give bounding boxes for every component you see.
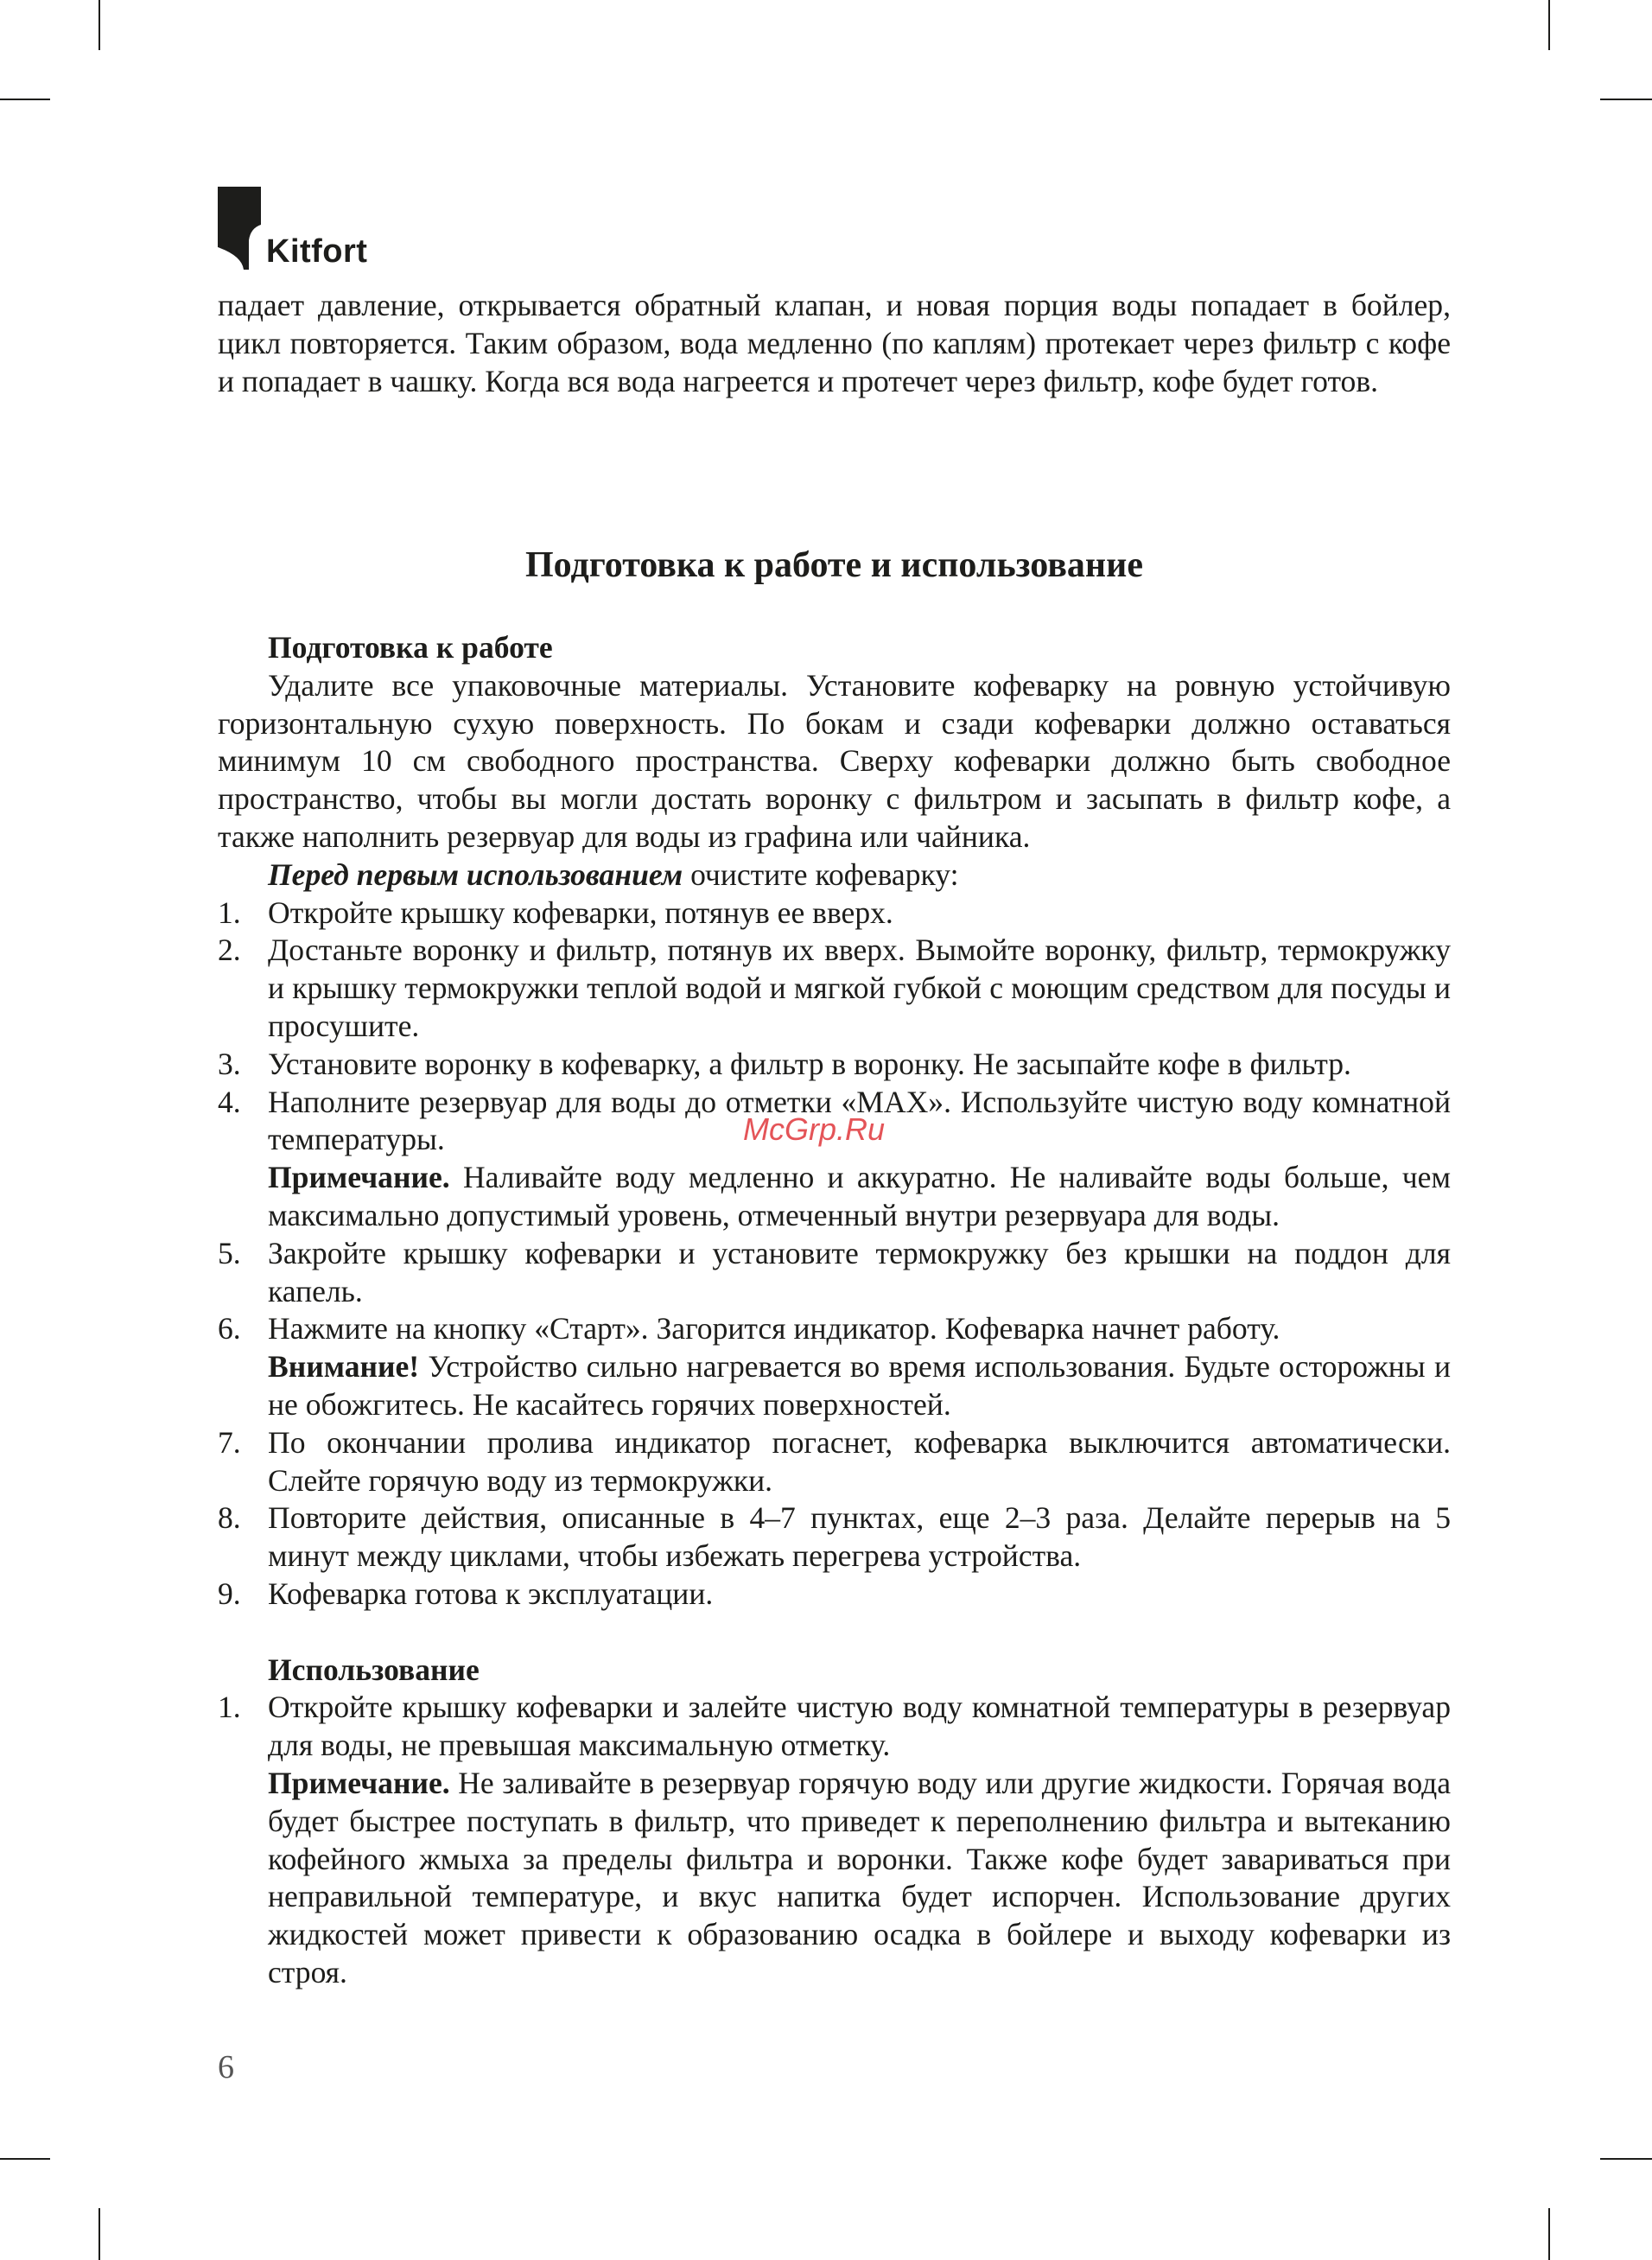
list-text: Повторите действия, описанные в 4–7 пунктах, еще 2–3 раза. Делайте перерыв на 5 минут между циклами, чтобы избежать перегрева устройства. <box>268 1500 1451 1574</box>
list-text: Закройте крышку кофеварки и установите термокружку без крышки на поддон для капель. <box>268 1235 1451 1308</box>
page-number: 6 <box>218 2049 234 2085</box>
list-text: Откройте крышку кофеварки и залейте чистую воду комнатной температуры в резервуар для воды, не превышая максимальную отметку. <box>268 1690 1451 1763</box>
note-label: Примечание. <box>268 1765 450 1800</box>
logo-wordmark: Kitfort <box>266 233 368 270</box>
list-number: 6. <box>218 1311 241 1346</box>
list-number: 9. <box>218 1576 241 1611</box>
warning-text: Устройство сильно нагревается во время использования. Будьте осторожны и не обожгитесь. Не касайтесь горячих поверхностей. <box>268 1349 1451 1422</box>
list-number: 1. <box>218 894 241 930</box>
note-text: Не заливайте в резервуар горячую воду или другие жидкости. Горячая вода будет быстрее поступать в фильтр, что приведет к переполнению фильтра и вытеканию кофейного жмыха за пределы фильтра и воронки. Также кофе будет завариваться при неправильной температуре, и вкус напитка будет испорчен. Использование других жидкостей может привести к образованию осадка в бойлере и выходу кофеварки из строя. <box>268 1765 1451 1989</box>
crop-mark-top-right-v <box>1548 0 1550 50</box>
list-text: По окончании пролива индикатор погаснет, кофеварка выключится автоматически. Слейте горячую воду из термокружки. <box>268 1424 1451 1498</box>
list-item <box>218 1499 1451 1576</box>
preparation-heading: Подготовка к работе <box>268 630 553 665</box>
list-number: 5. <box>218 1235 241 1270</box>
list-text: Кофеварка готова к эксплуатации. <box>268 1576 714 1611</box>
preparation-steps-cont <box>218 1235 1451 1348</box>
list-number: 7. <box>218 1424 241 1460</box>
preparation-paragraph: Удалите все упаковочные материалы. Установите кофеварку на ровную устойчивую горизонтальную сухую поверхность. По бокам и сзади кофеварки должно оставаться минимум 10 см свободного пространства. Сверху кофеварки должно быть свободное пространство, чтобы вы могли достать воронку с фильтром и засыпать в фильтр кофе, а также наполнить резервуар для воды из графина или чайника. <box>218 667 1451 854</box>
list-number: 1. <box>218 1690 241 1725</box>
intro-block <box>218 287 1451 400</box>
crop-mark-bottom-left-h <box>0 2158 50 2160</box>
usage-note <box>218 1765 1451 1992</box>
list-item <box>218 1689 1451 1765</box>
list-number: 4. <box>218 1084 241 1119</box>
list-text: Установите воронку в кофеварку, а фильтр в воронку. Не засыпайте кофе в фильтр. <box>268 1046 1351 1081</box>
list-item <box>218 1424 1451 1500</box>
watermark: McGrp.Ru <box>743 1111 886 1147</box>
note-step-4 <box>218 1159 1451 1235</box>
list-item <box>218 1310 1451 1348</box>
list-item <box>218 1576 1451 1614</box>
note-text: Наливайте воду медленно и аккуратно. Не наливайте воды больше, чем максимально допустимый уровень, отмеченный внутри резервуара для воды. <box>268 1160 1451 1232</box>
first-use-line <box>218 856 1451 894</box>
list-number: 2. <box>218 933 241 968</box>
section-title: Подготовка к работе и использование <box>525 545 1143 585</box>
list-item <box>218 894 1451 933</box>
first-use-rest: очистите кофеварку: <box>683 856 959 892</box>
crop-mark-top-left-v <box>98 0 100 50</box>
kitfort-logo-icon <box>218 187 261 270</box>
crop-mark-top-right-h <box>1600 99 1652 100</box>
list-text: Достаньте воронку и фильтр, потянув их вверх. Вымойте воронку, фильтр, термокружку и крышку термокружки теплой водой и мягкой губкой с моющим средством для посуды и просушите. <box>268 933 1451 1043</box>
warning-label: Внимание! <box>268 1349 420 1385</box>
list-text: Нажмите на кнопку «Старт». Загорится индикатор. Кофеварка начнет работу. <box>268 1311 1280 1346</box>
crop-mark-bottom-left-v <box>98 2208 100 2260</box>
main-content <box>218 629 1451 1992</box>
crop-mark-bottom-right-h <box>1600 2158 1652 2160</box>
usage-steps <box>218 1689 1451 1765</box>
preparation-steps-end <box>218 1424 1451 1614</box>
list-item <box>218 1235 1451 1311</box>
usage-heading: Использование <box>268 1652 480 1687</box>
crop-mark-top-left-h <box>0 99 50 100</box>
kitfort-logo <box>218 187 391 273</box>
first-use-bold: Перед первым использованием <box>268 856 683 892</box>
list-text: Откройте крышку кофеварки, потянув ее вверх. <box>268 894 893 930</box>
note-label: Примечание. <box>268 1160 450 1195</box>
intro-paragraph: падает давление, открывается обратный клапан, и новая порция воды попадает в бойлер, цикл повторяется. Таким образом, вода медленно (по каплям) протекает через фильтр с кофе и попадает в чашку. Когда вся вода нагреется и протечет через фильтр, кофе будет готов. <box>218 288 1451 398</box>
list-item <box>218 932 1451 1045</box>
list-text: Наполните резервуар для воды до отметки «MAX». Используйте чистую воду комнатной температуры. <box>268 1084 1451 1157</box>
list-item <box>218 1046 1451 1084</box>
list-number: 8. <box>218 1500 241 1536</box>
warning-step-6 <box>218 1348 1451 1424</box>
crop-mark-bottom-right-v <box>1548 2208 1550 2260</box>
list-number: 3. <box>218 1046 241 1081</box>
